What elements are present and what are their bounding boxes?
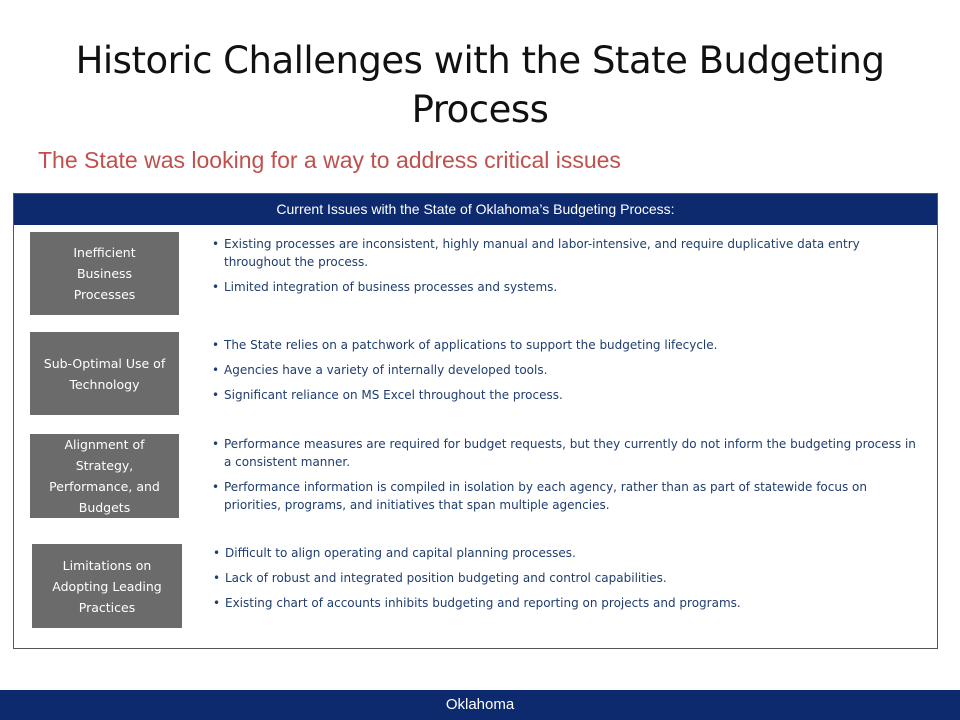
category-limitations-leading-practices	[32, 544, 182, 628]
bullet-item: • Existing processes are inconsistent, highly manual and labor-intensive, and require duplicative data entry throughout the process.	[212, 235, 917, 271]
slide-title: Historic Challenges with the State Budgeting Process	[75, 39, 885, 131]
category-label: Sub-Optimal Use of Technology	[43, 355, 166, 392]
category-label: Inefficient Business Processes	[73, 245, 136, 302]
bullet-item: • Limited integration of business processes and systems.	[212, 278, 917, 296]
footer-bar	[0, 690, 960, 720]
bullet-item: • Existing chart of accounts inhibits budgeting and reporting on projects and programs.	[213, 594, 918, 612]
category-bullets	[212, 235, 917, 303]
category-alignment-strategy	[30, 434, 179, 518]
category-bullets	[212, 435, 917, 521]
category-label: Alignment of Strategy, Performance, and Budgets	[49, 437, 160, 515]
bullet-item: • Agencies have a variety of internally developed tools.	[212, 361, 917, 379]
bullet-item: • Difficult to align operating and capital planning processes.	[213, 544, 918, 562]
bullet-item: • Lack of robust and integrated position budgeting and control capabilities.	[213, 569, 918, 587]
category-bullets	[213, 544, 918, 619]
panel-header: Current Issues with the State of Oklahoma’s Budgeting Process:	[14, 194, 937, 225]
category-bullets	[212, 336, 917, 411]
bullet-item: • The State relies on a patchwork of applications to support the budgeting lifecycle.	[212, 336, 917, 354]
bullet-item: • Significant reliance on MS Excel throughout the process.	[212, 386, 917, 404]
category-sub-optimal-technology	[30, 332, 179, 415]
category-label: Limitations on Adopting Leading Practices	[52, 557, 162, 615]
category-inefficient-business-processes	[30, 232, 179, 315]
slide-subtitle: The State was looking for a way to address critical issues	[38, 147, 621, 173]
bullet-item: • Performance measures are required for budget requests, but they currently do not inform the budgeting process in a consistent manner.	[212, 435, 917, 471]
footer-label: Oklahoma	[445, 696, 515, 713]
bullet-item: • Performance information is compiled in isolation by each agency, rather than as part of statewide focus on priorities, programs, and initiatives that span multiple agencies.	[212, 478, 917, 514]
